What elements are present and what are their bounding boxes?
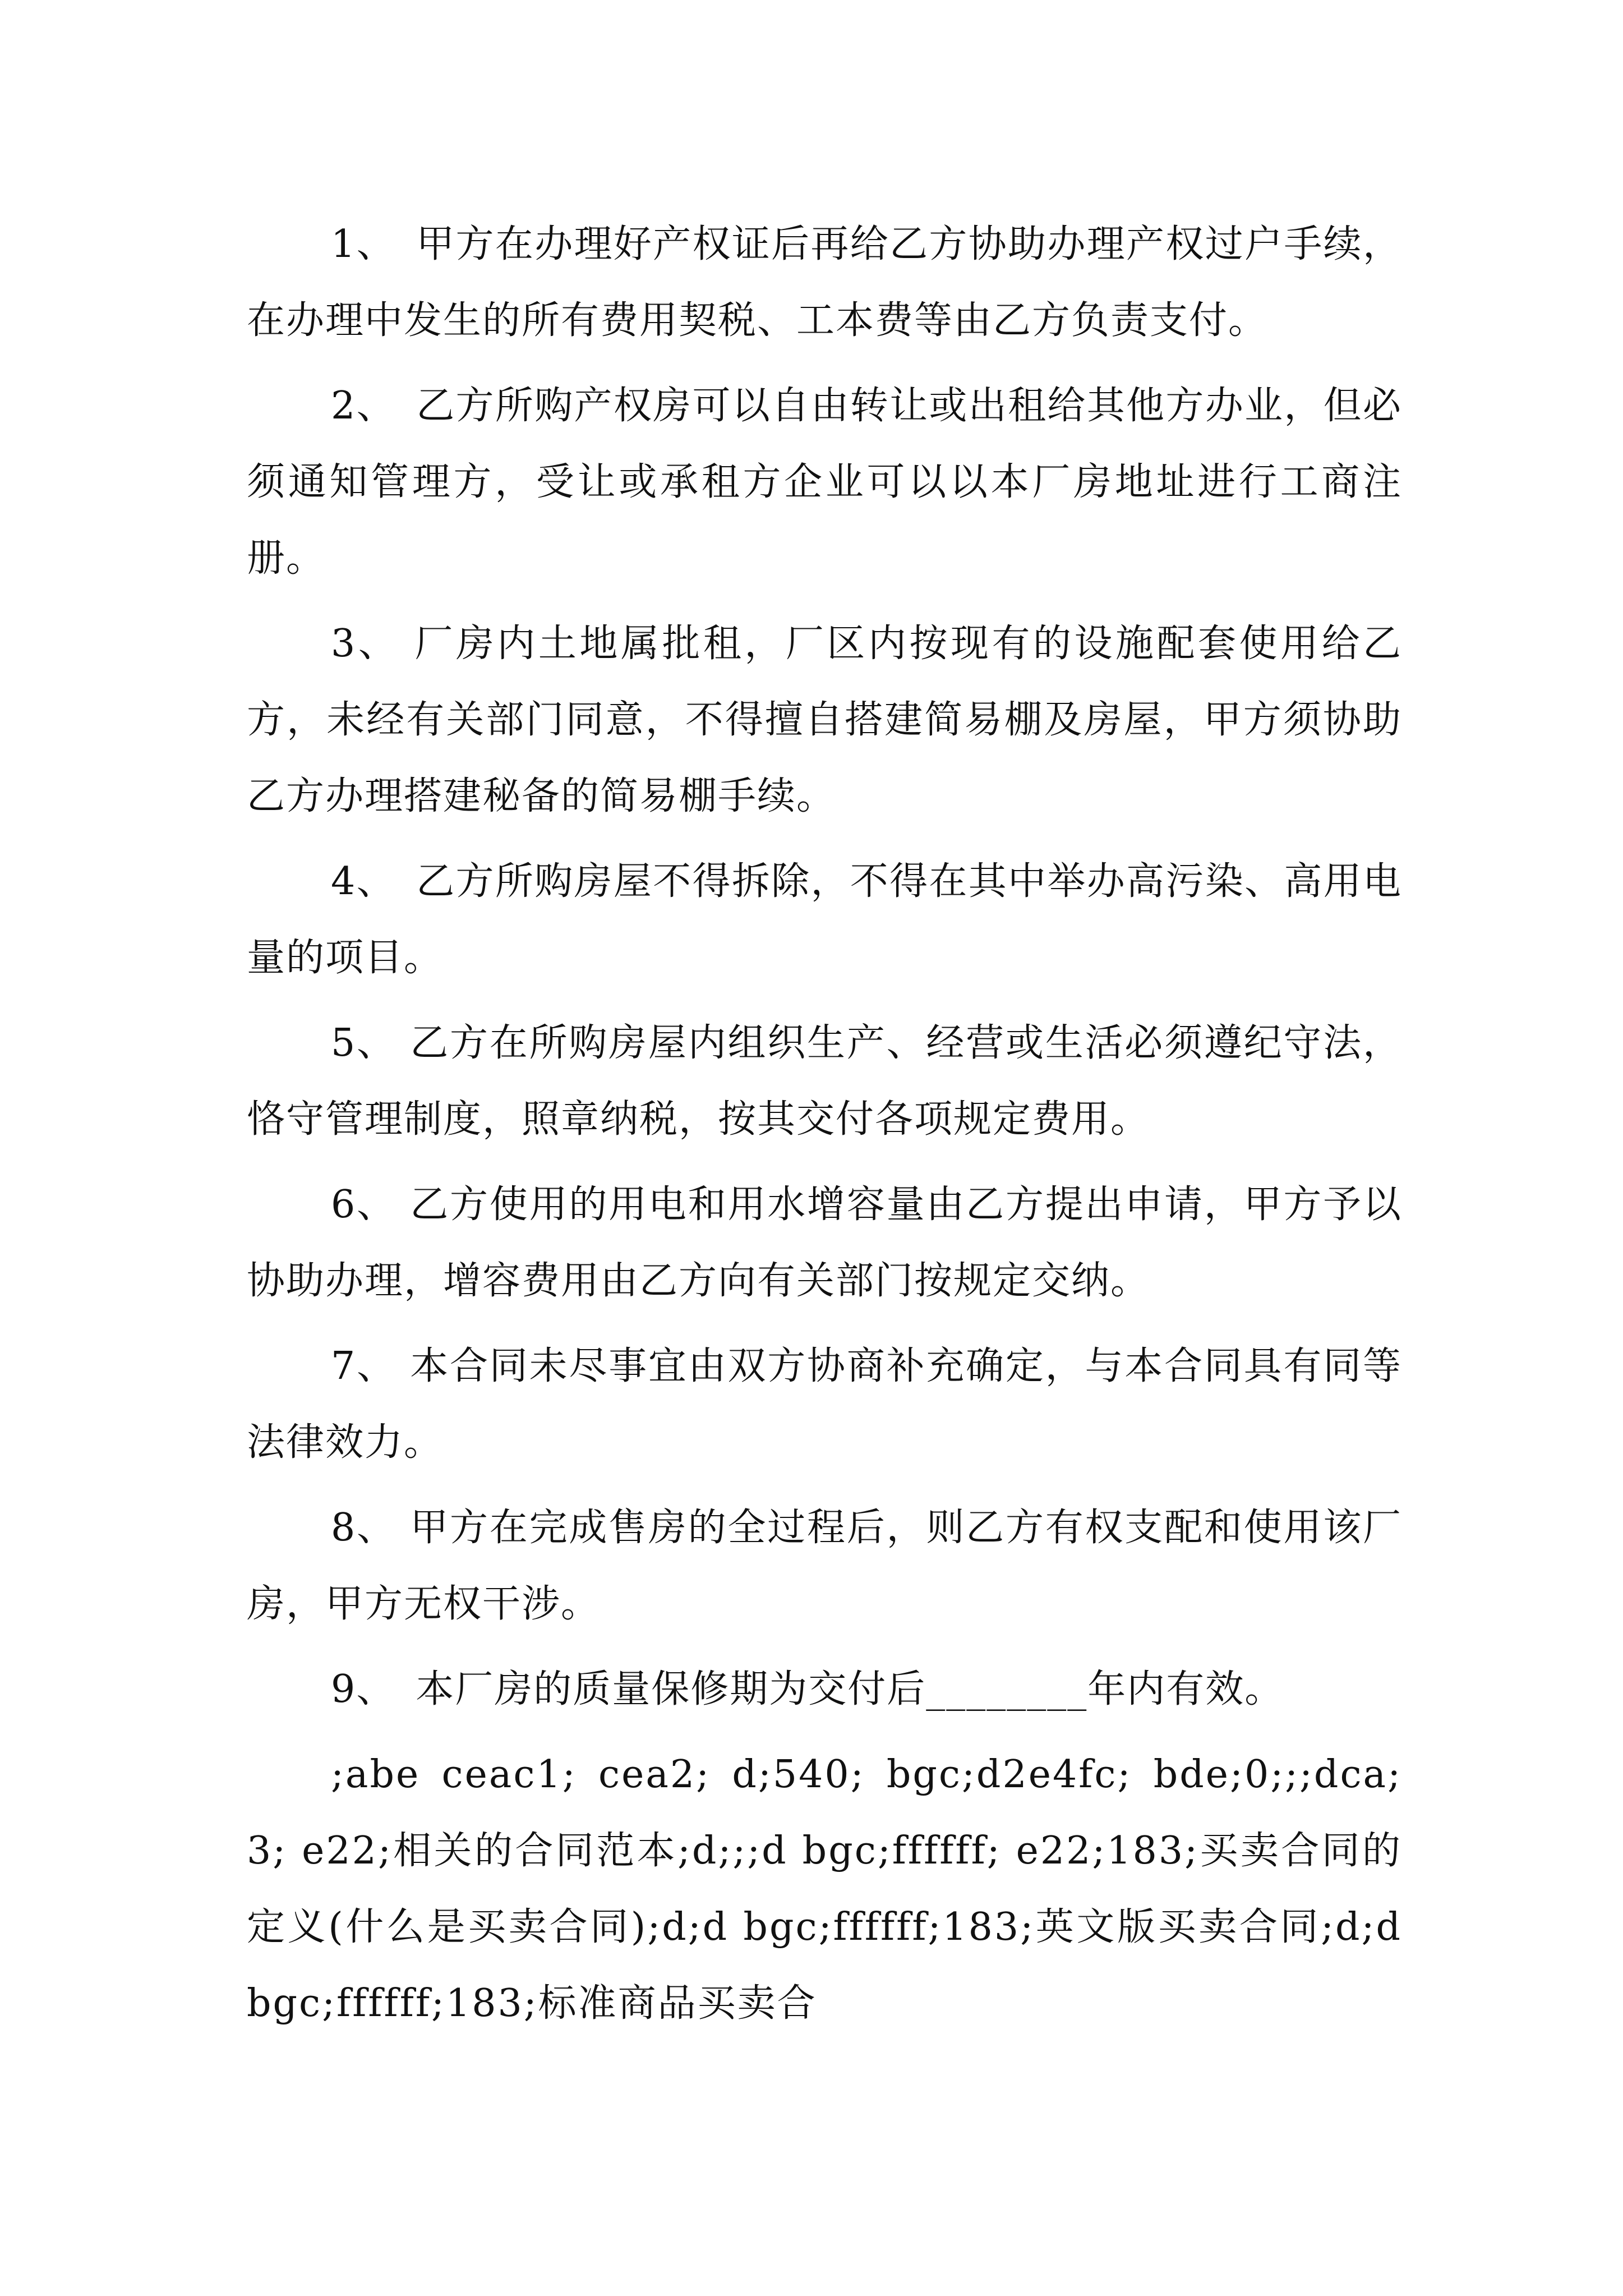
clause-1: 1、 甲方在办理好产权证后再给乙方协助办理产权过户手续，在办理中发生的所有费用契税、工本费等由乙方负责支付。: [247, 222, 1402, 343]
clause-8: 8、 甲方在完成售房的全过程后，则乙方有权支配和使用该厂房，甲方无权干涉。: [247, 1506, 1402, 1626]
clause-4: 4、 乙方所购房屋不得拆除，不得在其中举办高污染、高用电量的项目。: [247, 859, 1402, 980]
contract-body: [247, 206, 1402, 2042]
clause-2: 2、 乙方所购产权房可以自由转让或出租给其他方办业，但必须通知管理方，受让或承租方企业可以以本厂房地址进行工商注册。: [247, 384, 1402, 581]
clause-3: 3、 厂房内土地属批租，厂区内按现有的设施配套使用给乙方，未经有关部门同意，不得擅自搭建简易棚及房屋，甲方须协助乙方办理搭建秘备的简易棚手续。: [247, 622, 1402, 818]
clause-7: 7、 本合同未尽事宜由双方协商补充确定，与本合同具有同等法律效力。: [247, 1344, 1402, 1465]
clause-9: 9、 本厂房的质量保修期为交付后________年内有效。: [331, 1667, 1284, 1711]
clause-5: 5、 乙方在所购房屋内组织生产、经营或生活必须遵纪守法，恪守管理制度，照章纳税，按其交付各项规定费用。: [247, 1021, 1402, 1142]
clause-6: 6、 乙方使用的用电和用水增容量由乙方提出申请，甲方予以协助办理，增容费用由乙方向有关部门按规定交纳。: [247, 1182, 1402, 1303]
trailing-residue-text: ;abe ceac1; cea2; d;540; bgc;d2e4fc; bde;0;;;dca;3; e22;相关的合同范本;d;;;d bgc;ffffff; e22;183;买卖合同的定义(什么是买卖合同);d;d bgc;ffffff;183;英文版买卖合同;d;d bgc;ffffff;183;标准商品买卖合: [247, 1752, 1402, 2026]
